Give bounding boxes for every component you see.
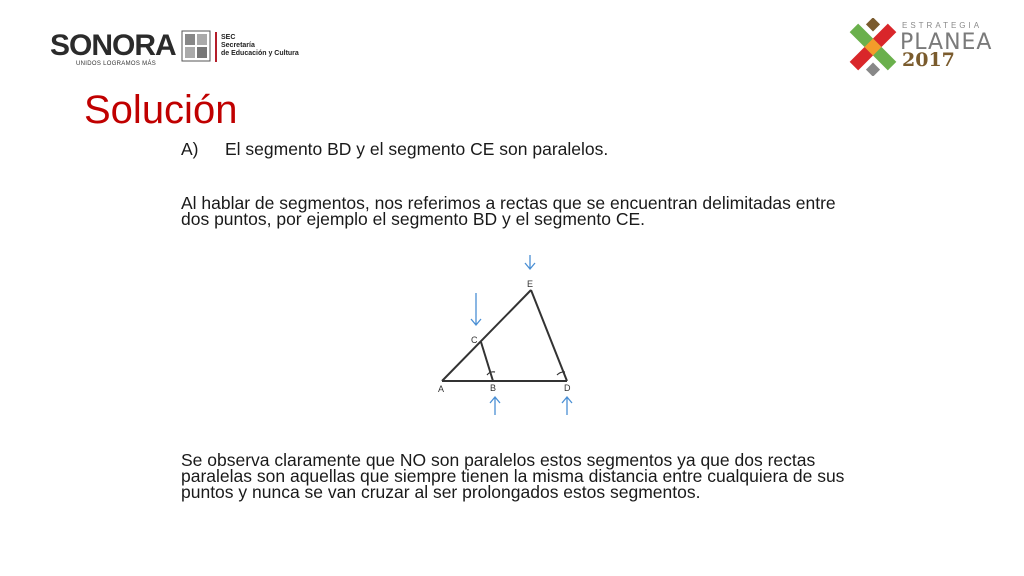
explanation-paragraph: Al hablar de segmentos, nos referimos a rectas que se encuentran delimitadas entre dos puntos, por ejemplo el segmento BD y el segmento CE. <box>181 193 836 229</box>
point-e-label: E <box>527 279 534 289</box>
triangle-figure <box>420 255 600 420</box>
slide-title: Solución <box>84 88 238 132</box>
planea-name: PLANEA <box>900 30 993 55</box>
segment-ce <box>531 290 567 381</box>
planea-year: 2017 <box>902 49 955 71</box>
sonora-wordmark: SONORA <box>50 29 176 62</box>
arrow-to-d-icon <box>562 397 572 415</box>
arrow-to-c-icon <box>471 293 481 325</box>
point-a-label: A <box>438 384 445 394</box>
segment-ae <box>442 290 531 381</box>
segment-bc <box>481 342 493 381</box>
answer-line <box>181 141 881 157</box>
sonora-tagline: UNIDOS LOGRAMOS MÁS <box>76 61 157 67</box>
point-c-label: C <box>471 335 478 345</box>
conclusion-paragraph: Se observa claramente que NO son paralelos estos segmentos ya que dos rectas paralelas son aquellas que siempre tienen la misma distancia entre cualquiera de sus puntos y nunca se van cruzar al ser prolongados estos segmentos. <box>181 450 845 502</box>
planea-kicker: ESTRATEGIA <box>902 21 983 30</box>
answer-text: El segmento BD y el segmento CE son paralelos. <box>225 139 609 159</box>
point-d-label: D <box>564 383 571 393</box>
sec-logo-text <box>221 34 299 58</box>
sec-line-2: Secretaría <box>221 42 255 49</box>
arrow-to-e-icon <box>525 255 535 269</box>
planea-mark-icon <box>846 18 900 76</box>
sec-crest-icon <box>181 30 211 62</box>
sec-acronym: SEC <box>221 34 236 41</box>
sec-divider <box>215 32 217 62</box>
arrow-to-b-icon <box>490 397 500 415</box>
sec-line-3: de Educación y Cultura <box>221 50 299 57</box>
answer-label: A) <box>181 139 199 159</box>
point-b-label: B <box>490 383 497 393</box>
